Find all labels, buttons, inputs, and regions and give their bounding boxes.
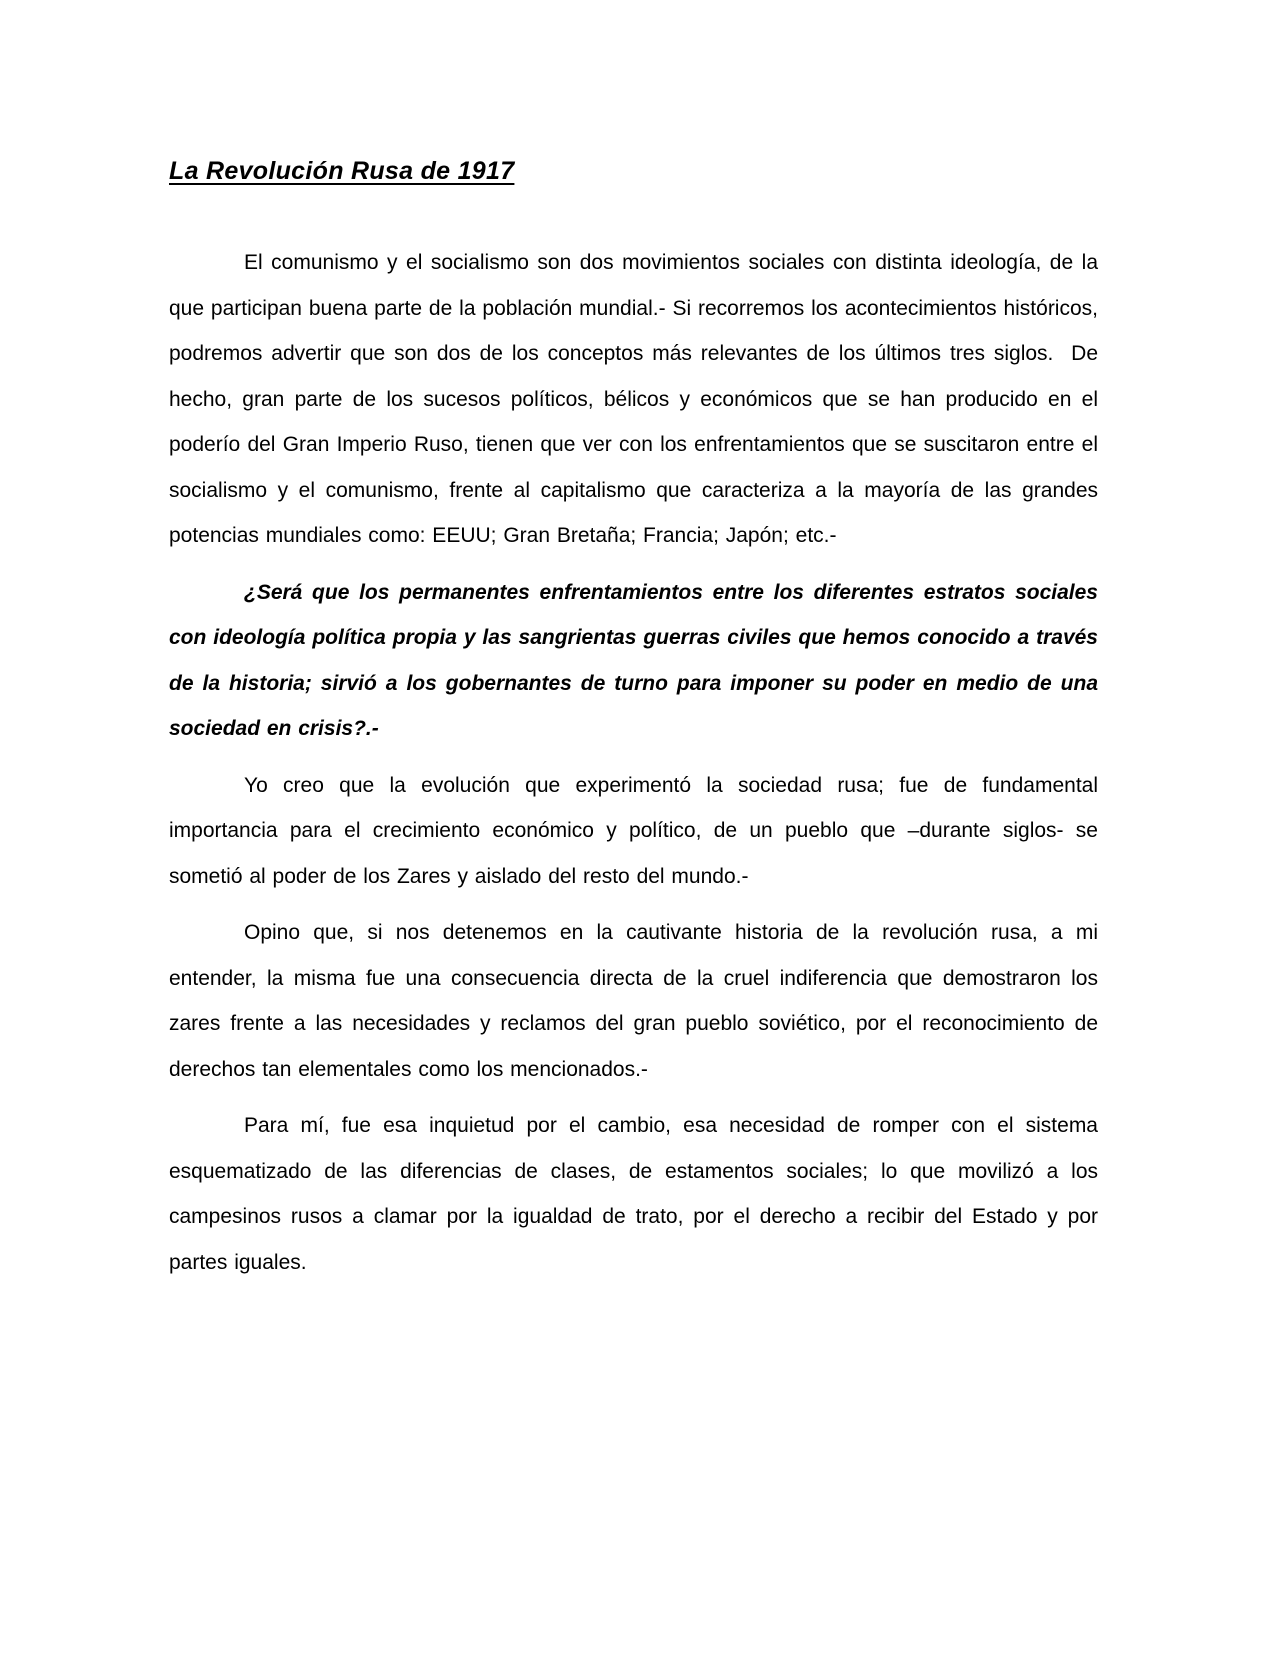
paragraph-opinion-zares: Opino que, si nos detenemos en la cautivante historia de la revolución rusa, a mi entender, la misma fue una consecuencia directa de la cruel indiferencia que demostraron los zares frente a las necesidades y reclamos del gran pueblo soviético, por el reconocimiento de derechos tan elementales como los mencionados.- xyxy=(169,921,1098,1081)
paragraph-intro: El comunismo y el socialismo son dos movimientos sociales con distinta ideología, de la que participan buena parte de la población mundial.- Si recorremos los acontecimientos históricos, podremos advertir que son dos de los conceptos más relevantes de los últimos tres siglos. De hecho, gran parte de los sucesos políticos, bélicos y económicos que se han producido en el poderío del Gran Imperio Ruso, tienen que ver con los enfrentamientos que se suscitaron entre el socialismo y el comunismo, frente al capitalismo que caracteriza a la mayoría de las grandes potencias mundiales como: EEUU; Gran Bretaña; Francia; Japón; etc.- xyxy=(169,251,1098,547)
paragraph-conclusion: Para mí, fue esa inquietud por el cambio, esa necesidad de romper con el sistema esquematizado de las diferencias de clases, de estamentos sociales; lo que movilizó a los campesinos rusos a clamar por la igualdad de trato, por el derecho a recibir del Estado y por partes iguales. xyxy=(169,1114,1098,1274)
paragraph-question-emphasis: ¿Será que los permanentes enfrentamientos entre los diferentes estratos sociales con ideología política propia y las sangrientas guerras civiles que hemos conocido a través de la historia; sirvió a los gobernantes de turno para imponer su poder en medio de una sociedad en crisis?.- xyxy=(169,580,1098,740)
document-title: La Revolución Rusa de 1917 xyxy=(169,157,515,185)
paragraph-opinion-evolution: Yo creo que la evolución que experimentó la sociedad rusa; fue de fundamental importancia para el crecimiento económico y político, de un pueblo que –durante siglos- se sometió al poder de los Zares y aislado del resto del mundo.- xyxy=(169,773,1098,888)
